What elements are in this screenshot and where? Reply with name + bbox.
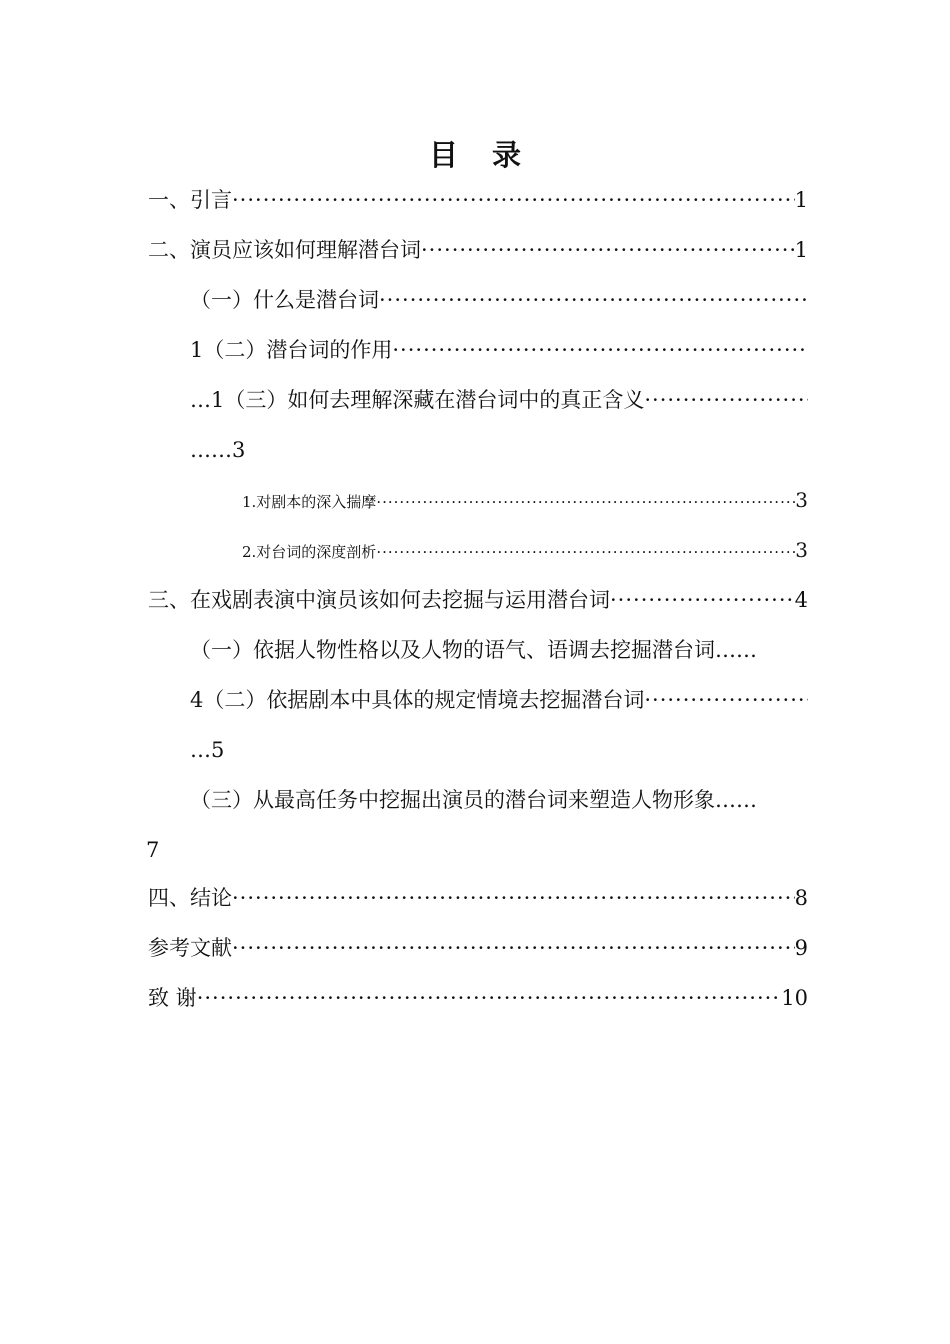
toc-entry-section-3-1[interactable]: （一）依据人物性格以及人物的语气、语调去挖掘潜台词…… [190,638,757,662]
toc-entry-continuation: 7 [146,838,160,862]
toc-entry-section-3[interactable]: 三、在戏剧表演中演员该如何去挖掘与运用潜台词 ····· 4 [148,586,808,616]
toc-entry-section-2-2[interactable]: 1（二）潜台词的作用 ····· [190,336,808,366]
toc-title: 目 录 [428,138,534,172]
toc-entry-section-2[interactable]: 二、演员应该如何理解潜台词 ····· 1 [148,236,808,266]
toc-entry-section-3-3[interactable]: （三）从最高任务中挖掘出演员的潜台词来塑造人物形象…… [190,788,757,812]
toc-entry-section-2-1[interactable]: （一）什么是潜台词 ····· [190,286,808,316]
toc-entry-subsection-2[interactable]: 2.对台词的深度剖析 ····· 3 [242,536,808,566]
toc-entry-subsection-1[interactable]: 1.对剧本的深入揣摩 ····· 3 [242,486,808,516]
toc-entry-conclusion[interactable]: 四、结论 ····· 8 [148,884,808,914]
toc-entry-references[interactable]: 参考文献 ····· 9 [148,934,808,964]
toc-entry-section-2-3[interactable]: …1（三）如何去理解深藏在潜台词中的真正含义 ····· [190,386,808,416]
toc-entry-continuation: ……3 [190,438,246,462]
toc-entry-section-3-2[interactable]: 4（二）依据剧本中具体的规定情境去挖掘潜台词 ····· [190,686,808,716]
toc-entry-acknowledgements[interactable]: 致 谢 ····· 10 [148,984,808,1014]
toc-entry-continuation: …5 [190,738,225,762]
toc-entry-introduction[interactable]: 一、引言 ····· 1 [148,186,808,216]
